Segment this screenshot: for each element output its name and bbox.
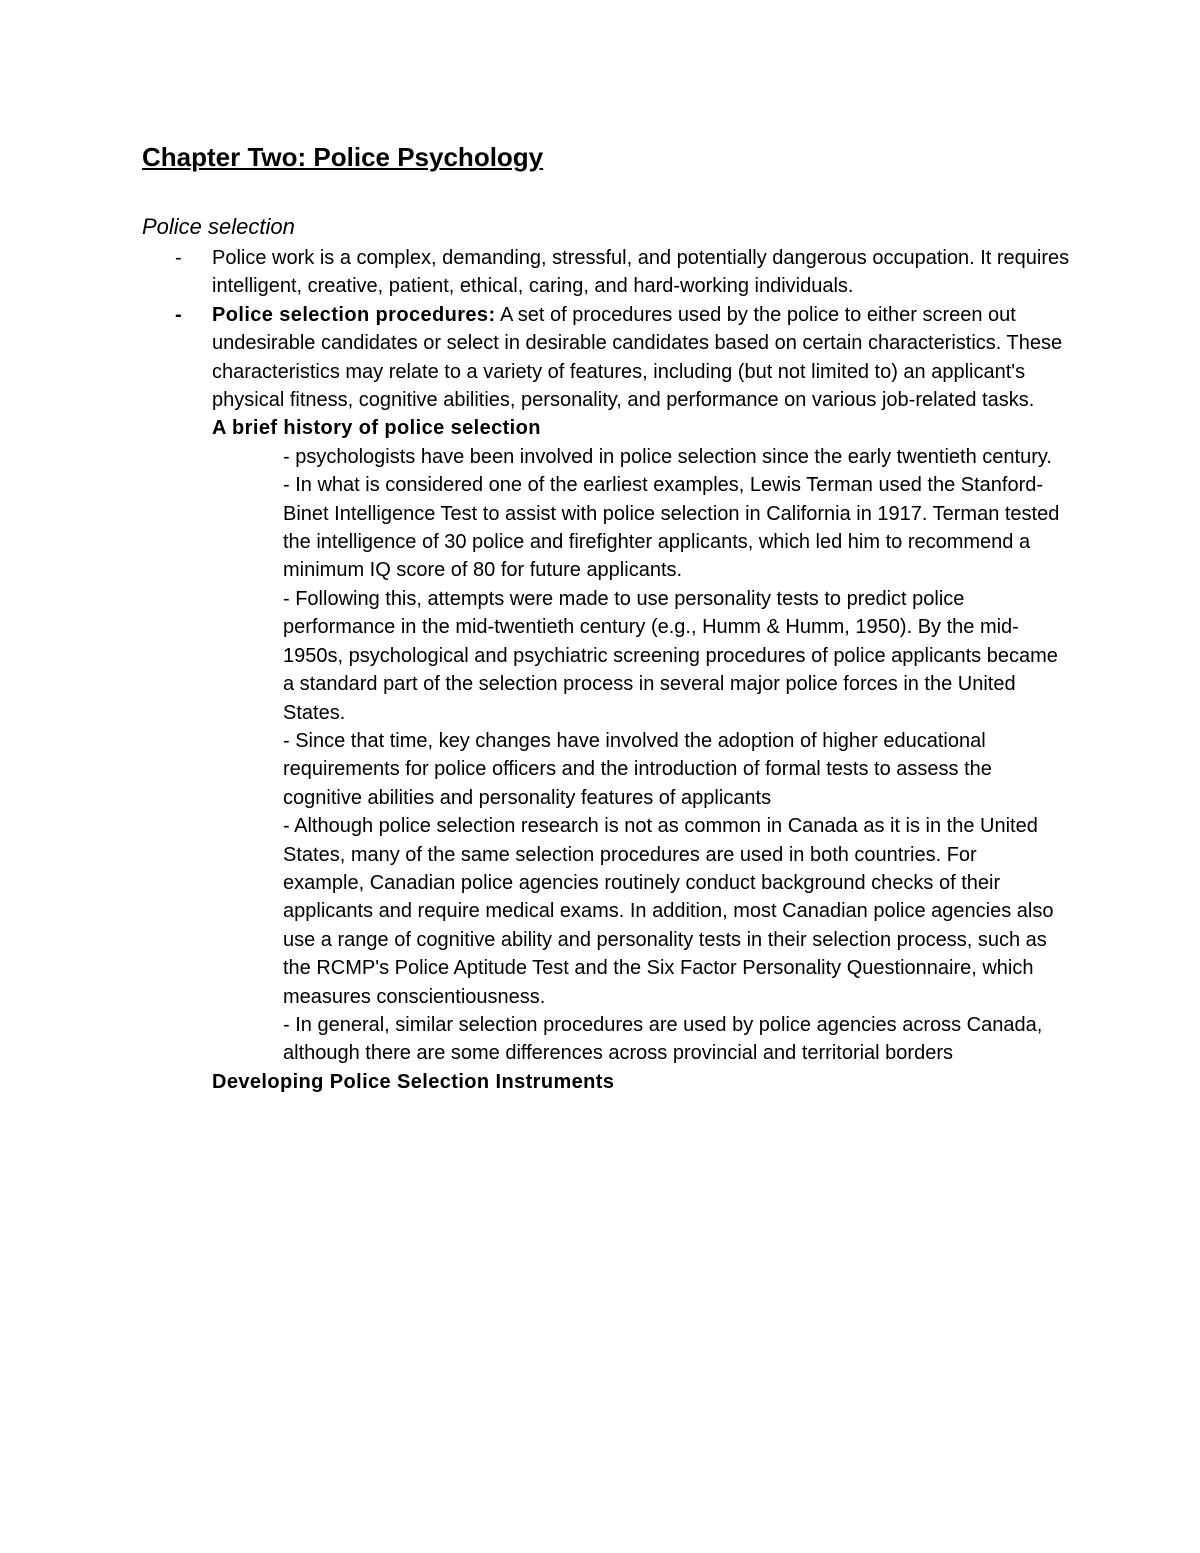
definition-text: A set of procedures used by the police to either screen out undesirable candidates or select in desirable candidates based on certain characteristics. These characteristics may relate to a variety of features, including (but not limited to) an applicant's physical fitness, cognitive abilities, personality, and performance on various job-related tasks. xyxy=(212,303,1063,412)
bullet-police-work xyxy=(142,244,1072,301)
history-item: - Following this, attempts were made to use personality tests to predict police performance in the mid-twentieth century (e.g., Humm & Humm, 1950). By the mid-1950s, psychological and psychiatric screening procedures of police applicants became a standard part of the selection process in several major police forces in the United States. xyxy=(283,587,1058,724)
history-item: - Since that time, key changes have involved the adoption of higher educational requirements for police officers and the introduction of formal tests to assess the cognitive abilities and personality features of applicants xyxy=(283,729,992,809)
bullet-selection-procedures xyxy=(142,301,1072,415)
bullet-dash: - xyxy=(175,303,182,326)
history-item: - In general, similar selection procedures are used by police agencies across Canada, although there are some differences across provincial and territorial borders xyxy=(283,1013,1043,1065)
section-heading-police-selection: Police selection xyxy=(142,214,295,239)
history-list xyxy=(142,443,1063,1068)
history-item: - psychologists have been involved in police selection since the early twentieth century. xyxy=(283,445,1052,468)
page-title: Chapter Two: Police Psychology xyxy=(142,142,544,172)
bullet-dash: - xyxy=(175,247,182,269)
police-selection-bullets xyxy=(142,244,1072,1096)
bullet-text: Police work is a complex, demanding, stressful, and potentially dangerous occupation. It requires intelligent, creative, patient, ethical, caring, and hard-working individuals. xyxy=(212,247,1070,298)
history-item: - Although police selection research is not as common in Canada as it is in the United States, many of the same selection procedures are used in both countries. For example, Canadian police agencies routinely conduct background checks of their applicants and require medical exams. In addition, most Canadian police agencies also use a range of cognitive ability and personality tests in their selection process, such as the RCMP's Police Aptitude Test and the Six Factor Personality Questionnaire, which measures conscientiousness. xyxy=(283,815,1054,1008)
history-block xyxy=(142,414,1072,1096)
subheading-developing-instruments: Developing Police Selection Instruments xyxy=(212,1070,615,1093)
definition-term: Police selection procedures: xyxy=(212,303,496,326)
subheading-brief-history: A brief history of police selection xyxy=(212,417,541,440)
history-item: - In what is considered one of the earliest examples, Lewis Terman used the Stanford-Binet Intelligence Test to assist with police selection in California in 1917. Terman tested the intelligence of 30 police and firefighter applicants, which led him to recommend a minimum IQ score of 80 for future applicants. xyxy=(283,474,1060,582)
